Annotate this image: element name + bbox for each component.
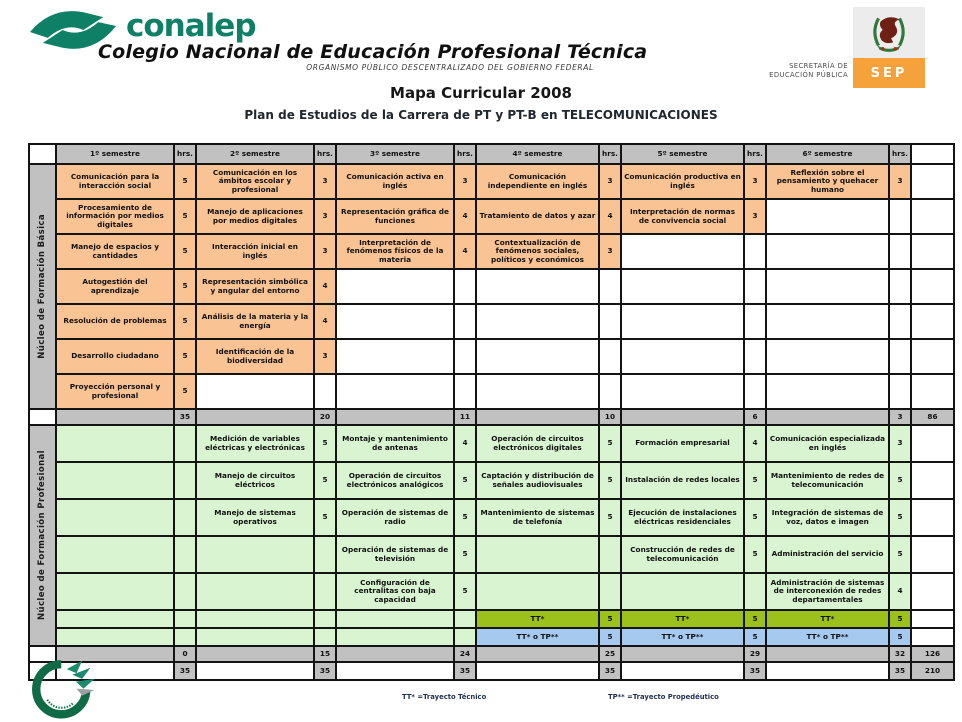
empty-cell bbox=[476, 374, 599, 409]
subtotal-value: 3 bbox=[889, 409, 911, 425]
course-cell: Configuración de centralitas con baja capacidad bbox=[336, 573, 454, 610]
course-cell: Proyección personal y profesional bbox=[56, 374, 174, 409]
empty-cell bbox=[196, 374, 314, 409]
empty-cell bbox=[196, 662, 314, 680]
subtotal-value: 6 bbox=[744, 409, 766, 425]
course-cell: Desarrollo ciudadano bbox=[56, 339, 174, 374]
hours-cell: 5 bbox=[744, 499, 766, 536]
hours-cell: 5 bbox=[889, 499, 911, 536]
course-cell: Interacción inicial en inglés bbox=[196, 234, 314, 269]
hours-cell: 5 bbox=[174, 234, 196, 269]
course-cell: Resolución de problemas bbox=[56, 304, 174, 339]
hours-header: hrs. bbox=[599, 144, 621, 164]
hours-cell: 5 bbox=[599, 610, 621, 628]
table-row bbox=[29, 573, 954, 610]
total-column-spacer bbox=[911, 610, 954, 628]
total-column-spacer bbox=[911, 536, 954, 573]
professional-subtotal-row bbox=[29, 646, 954, 662]
hours-cell: 5 bbox=[174, 269, 196, 304]
course-cell: Manejo de aplicaciones por medios digitales bbox=[196, 199, 314, 234]
hours-cell: 5 bbox=[454, 573, 476, 610]
empty-cell bbox=[621, 269, 744, 304]
hours-header: hrs. bbox=[314, 144, 336, 164]
page-subtitle: Plan de Estudios de la Carrera de PT y PT-B en TELECOMUNICACIONES bbox=[244, 108, 718, 122]
table-row bbox=[29, 269, 954, 304]
hours-cell: 5 bbox=[744, 536, 766, 573]
table-corner bbox=[29, 144, 56, 164]
hours-header: hrs. bbox=[174, 144, 196, 164]
semester-total: 35 bbox=[599, 662, 621, 680]
hours-cell: 5 bbox=[174, 199, 196, 234]
empty-cell bbox=[621, 339, 744, 374]
course-cell: Comunicación en los ámbitos escolar y profesional bbox=[196, 164, 314, 199]
subtotal-value: 20 bbox=[314, 409, 336, 425]
tp-cell: TT* o TP** bbox=[621, 628, 744, 646]
basic-section-label bbox=[29, 164, 56, 409]
empty-cell bbox=[744, 339, 766, 374]
empty-cell bbox=[174, 462, 196, 499]
table-row bbox=[29, 374, 954, 409]
legend-trayecto-propedeutico: TP** =Trayecto Propedéutico bbox=[608, 693, 719, 701]
subtotal-spacer bbox=[196, 646, 314, 662]
table-row bbox=[29, 499, 954, 536]
subtotal-value: 24 bbox=[454, 646, 476, 662]
empty-cell bbox=[336, 304, 454, 339]
total-column-spacer bbox=[911, 339, 954, 374]
hours-cell: 5 bbox=[174, 339, 196, 374]
total-column-spacer bbox=[911, 199, 954, 234]
total-column-spacer bbox=[911, 234, 954, 269]
total-column-spacer bbox=[911, 164, 954, 199]
table-row bbox=[29, 462, 954, 499]
semester-header: 1º semestre bbox=[56, 144, 174, 164]
total-column-spacer bbox=[911, 269, 954, 304]
subtotal-spacer bbox=[336, 646, 454, 662]
course-cell: Tratamiento de datos y azar bbox=[476, 199, 599, 234]
hours-cell: 4 bbox=[454, 234, 476, 269]
hours-cell: 5 bbox=[454, 536, 476, 573]
empty-cell bbox=[621, 374, 744, 409]
professional-section-label bbox=[29, 425, 56, 646]
hours-cell: 5 bbox=[889, 628, 911, 646]
tt-row bbox=[29, 610, 954, 628]
course-cell: Mantenimiento de sistemas de telefonía bbox=[476, 499, 599, 536]
empty-cell bbox=[889, 339, 911, 374]
hours-cell: 5 bbox=[454, 499, 476, 536]
hours-cell: 5 bbox=[174, 164, 196, 199]
tp-cell: TT* o TP** bbox=[476, 628, 599, 646]
hours-cell: 5 bbox=[599, 425, 621, 462]
empty-cell bbox=[889, 234, 911, 269]
org-subtitle: ORGANISMO PÚBLICO DESCENTRALIZADO DEL GOBIERNO FEDERAL bbox=[306, 63, 594, 72]
hours-cell: 3 bbox=[599, 164, 621, 199]
tt-cell: TT* bbox=[476, 610, 599, 628]
semester-header: 4º semestre bbox=[476, 144, 599, 164]
empty-cell bbox=[174, 628, 196, 646]
empty-cell bbox=[56, 462, 174, 499]
empty-cell bbox=[336, 628, 454, 646]
secretaria-line1: SECRETARÍA DE bbox=[789, 62, 848, 70]
tt-cell: TT* bbox=[621, 610, 744, 628]
hours-cell: 4 bbox=[454, 425, 476, 462]
college-name: Colegio Nacional de Educación Profesional Técnica bbox=[98, 41, 648, 63]
total-column-spacer bbox=[911, 499, 954, 536]
hours-cell: 3 bbox=[314, 164, 336, 199]
empty-cell bbox=[766, 304, 889, 339]
empty-cell bbox=[744, 304, 766, 339]
empty-cell bbox=[336, 269, 454, 304]
course-cell: Interpretación de fenómenos físicos de la materia bbox=[336, 234, 454, 269]
sep-wordmark: SEP bbox=[853, 58, 925, 88]
course-cell: Manejo de circuitos eléctricos bbox=[196, 462, 314, 499]
empty-cell bbox=[336, 339, 454, 374]
semester-total: 35 bbox=[744, 662, 766, 680]
empty-cell bbox=[889, 374, 911, 409]
empty-cell bbox=[599, 536, 621, 573]
hours-cell: 4 bbox=[314, 269, 336, 304]
course-cell: Manejo de espacios y cantidades bbox=[56, 234, 174, 269]
hours-header: hrs. bbox=[889, 144, 911, 164]
subtotal-value: 11 bbox=[454, 409, 476, 425]
empty-cell bbox=[476, 573, 599, 610]
subtotal-spacer bbox=[476, 409, 599, 425]
subtotal-value: 0 bbox=[174, 646, 196, 662]
hours-cell: 3 bbox=[744, 164, 766, 199]
course-cell: Medición de variables eléctricas y electrónicas bbox=[196, 425, 314, 462]
hours-cell: 5 bbox=[314, 499, 336, 536]
semester-header: 5º semestre bbox=[621, 144, 744, 164]
hours-header: hrs. bbox=[744, 144, 766, 164]
empty-cell bbox=[599, 374, 621, 409]
semester-total: 35 bbox=[889, 662, 911, 680]
empty-cell bbox=[314, 573, 336, 610]
hours-cell: 5 bbox=[599, 499, 621, 536]
hours-cell: 5 bbox=[174, 304, 196, 339]
subtotal-spacer bbox=[336, 409, 454, 425]
total-column-spacer bbox=[911, 374, 954, 409]
hours-cell: 4 bbox=[599, 199, 621, 234]
empty-cell bbox=[454, 374, 476, 409]
empty-cell bbox=[56, 628, 174, 646]
secretaria-label bbox=[736, 62, 848, 80]
empty-cell bbox=[621, 304, 744, 339]
empty-cell bbox=[196, 628, 314, 646]
brand-name: conalep bbox=[126, 8, 256, 44]
empty-cell bbox=[744, 234, 766, 269]
subtotal-spacer bbox=[621, 646, 744, 662]
course-cell: Representación simbólica y angular del entorno bbox=[196, 269, 314, 304]
hours-cell: 3 bbox=[314, 339, 336, 374]
empty-cell bbox=[599, 573, 621, 610]
empty-cell bbox=[454, 610, 476, 628]
empty-cell bbox=[454, 269, 476, 304]
sep-logo bbox=[853, 7, 925, 88]
grand-total: 210 bbox=[911, 662, 954, 680]
hours-cell: 5 bbox=[744, 610, 766, 628]
hours-cell: 4 bbox=[744, 425, 766, 462]
hours-cell: 5 bbox=[454, 462, 476, 499]
coat-of-arms-icon bbox=[853, 7, 925, 58]
empty-cell bbox=[174, 499, 196, 536]
course-cell: Integración de sistemas de voz, datos e imagen bbox=[766, 499, 889, 536]
hours-cell: 5 bbox=[314, 425, 336, 462]
empty-cell bbox=[744, 374, 766, 409]
course-cell: Comunicación especializada en inglés bbox=[766, 425, 889, 462]
hours-header: hrs. bbox=[454, 144, 476, 164]
course-cell: Instalación de redes locales bbox=[621, 462, 744, 499]
tp-row bbox=[29, 628, 954, 646]
basic-total: 86 bbox=[911, 409, 954, 425]
basic-section-label-text: Núcleo de Formación Básica bbox=[37, 214, 48, 359]
semester-total: 35 bbox=[174, 662, 196, 680]
subtotal-spacer bbox=[766, 646, 889, 662]
empty-cell bbox=[476, 662, 599, 680]
empty-cell bbox=[196, 610, 314, 628]
course-cell: Mantenimiento de redes de telecomunicación bbox=[766, 462, 889, 499]
total-column-spacer bbox=[911, 462, 954, 499]
semester-total: 35 bbox=[314, 662, 336, 680]
course-cell: Comunicación para la interacción social bbox=[56, 164, 174, 199]
hours-cell: 4 bbox=[314, 304, 336, 339]
empty-cell bbox=[56, 499, 174, 536]
semester-header: 6º semestre bbox=[766, 144, 889, 164]
course-cell: Identificación de la biodiversidad bbox=[196, 339, 314, 374]
empty-cell bbox=[454, 304, 476, 339]
empty-cell bbox=[766, 199, 889, 234]
course-cell: Comunicación productiva en inglés bbox=[621, 164, 744, 199]
hours-cell: 4 bbox=[889, 573, 911, 610]
course-cell: Interpretación de normas de convivencia social bbox=[621, 199, 744, 234]
course-cell: Autogestión del aprendizaje bbox=[56, 269, 174, 304]
course-cell: Contextualización de fenómenos sociales, políticos y económicos bbox=[476, 234, 599, 269]
empty-cell bbox=[56, 425, 174, 462]
course-cell: Captación y distribución de señales audiovisuales bbox=[476, 462, 599, 499]
professional-total: 126 bbox=[911, 646, 954, 662]
empty-cell bbox=[314, 610, 336, 628]
table-row bbox=[29, 234, 954, 269]
table-row bbox=[29, 425, 954, 462]
empty-cell bbox=[56, 573, 174, 610]
empty-cell bbox=[174, 573, 196, 610]
hours-cell: 3 bbox=[889, 425, 911, 462]
subtotal-value: 35 bbox=[174, 409, 196, 425]
tp-cell: TT* o TP** bbox=[766, 628, 889, 646]
empty-cell bbox=[56, 536, 174, 573]
empty-cell bbox=[621, 234, 744, 269]
course-cell: Manejo de sistemas operativos bbox=[196, 499, 314, 536]
empty-cell bbox=[766, 339, 889, 374]
subtotal-value: 15 bbox=[314, 646, 336, 662]
subtotal-spacer bbox=[766, 409, 889, 425]
basic-subtotal-row bbox=[29, 409, 954, 425]
empty-cell bbox=[336, 662, 454, 680]
hours-cell: 5 bbox=[889, 610, 911, 628]
empty-cell bbox=[621, 662, 744, 680]
hours-cell: 5 bbox=[599, 628, 621, 646]
hours-cell: 5 bbox=[599, 462, 621, 499]
hours-cell: 5 bbox=[889, 536, 911, 573]
subtotal-value: 29 bbox=[744, 646, 766, 662]
table-row bbox=[29, 339, 954, 374]
legend-trayecto-tecnico: TT* =Trayecto Técnico bbox=[402, 693, 487, 701]
subtotal-value: 10 bbox=[599, 409, 621, 425]
tt-cell: TT* bbox=[766, 610, 889, 628]
empty-cell bbox=[336, 374, 454, 409]
subtotal-value: 25 bbox=[599, 646, 621, 662]
hours-cell: 3 bbox=[744, 199, 766, 234]
course-cell: Administración del servicio bbox=[766, 536, 889, 573]
empty-cell bbox=[196, 573, 314, 610]
hours-cell: 5 bbox=[174, 374, 196, 409]
hours-cell: 3 bbox=[314, 199, 336, 234]
hours-cell: 3 bbox=[454, 164, 476, 199]
hours-cell: 5 bbox=[889, 462, 911, 499]
total-column-spacer bbox=[911, 628, 954, 646]
empty-cell bbox=[766, 269, 889, 304]
page-title: Mapa Curricular 2008 bbox=[390, 84, 572, 102]
empty-cell bbox=[476, 269, 599, 304]
course-cell: Operación de sistemas de televisión bbox=[336, 536, 454, 573]
subtotal-spacer bbox=[621, 409, 744, 425]
empty-cell bbox=[174, 425, 196, 462]
total-column-spacer bbox=[911, 144, 954, 164]
course-cell: Ejecución de instalaciones eléctricas residenciales bbox=[621, 499, 744, 536]
empty-cell bbox=[314, 536, 336, 573]
hours-cell: 3 bbox=[314, 234, 336, 269]
subtotal-spacer bbox=[476, 646, 599, 662]
subtotal-spacer bbox=[196, 409, 314, 425]
empty-cell bbox=[56, 610, 174, 628]
total-column-spacer bbox=[911, 573, 954, 610]
course-cell: Administración de sistemas de interconexión de redes departamentales bbox=[766, 573, 889, 610]
course-cell: Construcción de redes de telecomunicación bbox=[621, 536, 744, 573]
hours-cell: 3 bbox=[599, 234, 621, 269]
semester-total: 35 bbox=[454, 662, 476, 680]
empty-cell bbox=[599, 269, 621, 304]
empty-cell bbox=[599, 339, 621, 374]
empty-cell bbox=[29, 409, 56, 425]
subtotal-spacer bbox=[56, 409, 174, 425]
table-row bbox=[29, 199, 954, 234]
curriculum-table bbox=[28, 143, 955, 681]
empty-cell bbox=[196, 536, 314, 573]
professional-section-label-text: Núcleo de Formación Profesional bbox=[37, 450, 48, 621]
empty-cell bbox=[766, 374, 889, 409]
total-column-spacer bbox=[911, 425, 954, 462]
empty-cell bbox=[174, 610, 196, 628]
grand-total-row bbox=[29, 662, 954, 680]
hours-cell: 3 bbox=[889, 164, 911, 199]
course-cell: Reflexión sobre el pensamiento y quehacer humano bbox=[766, 164, 889, 199]
table-row bbox=[29, 536, 954, 573]
empty-cell bbox=[889, 269, 911, 304]
empty-cell bbox=[766, 234, 889, 269]
course-cell: Comunicación independiente en inglés bbox=[476, 164, 599, 199]
empty-cell bbox=[476, 536, 599, 573]
secretaria-line2: EDUCACIÓN PÚBLICA bbox=[769, 71, 848, 80]
table-row bbox=[29, 164, 954, 199]
semester-header: 3º semestre bbox=[336, 144, 454, 164]
course-cell: Análisis de la materia y la energía bbox=[196, 304, 314, 339]
table-header-row bbox=[29, 144, 954, 164]
empty-cell bbox=[476, 339, 599, 374]
hours-cell: 5 bbox=[744, 462, 766, 499]
empty-cell bbox=[766, 662, 889, 680]
conalep-seal-icon bbox=[18, 658, 110, 722]
course-cell: Representación gráfica de funciones bbox=[336, 199, 454, 234]
total-column-spacer bbox=[911, 304, 954, 339]
empty-cell bbox=[599, 304, 621, 339]
subtotal-value: 32 bbox=[889, 646, 911, 662]
empty-cell bbox=[476, 304, 599, 339]
course-cell: Procesamiento de información por medios digitales bbox=[56, 199, 174, 234]
empty-cell bbox=[889, 304, 911, 339]
empty-cell bbox=[336, 610, 454, 628]
empty-cell bbox=[174, 536, 196, 573]
course-cell: Montaje y mantenimiento de antenas bbox=[336, 425, 454, 462]
empty-cell bbox=[454, 339, 476, 374]
empty-cell bbox=[744, 269, 766, 304]
hours-cell: 5 bbox=[744, 628, 766, 646]
course-cell: Operación de circuitos electrónicos analógicos bbox=[336, 462, 454, 499]
empty-cell bbox=[314, 628, 336, 646]
course-cell: Formación empresarial bbox=[621, 425, 744, 462]
empty-cell bbox=[744, 573, 766, 610]
hours-cell: 4 bbox=[454, 199, 476, 234]
table-row bbox=[29, 304, 954, 339]
semester-header: 2º semestre bbox=[196, 144, 314, 164]
empty-cell bbox=[889, 199, 911, 234]
empty-cell bbox=[621, 573, 744, 610]
empty-cell bbox=[454, 628, 476, 646]
course-cell: Operación de sistemas de radio bbox=[336, 499, 454, 536]
course-cell: Operación de circuitos electrónicos digitales bbox=[476, 425, 599, 462]
course-cell: Comunicación activa en inglés bbox=[336, 164, 454, 199]
hours-cell: 5 bbox=[314, 462, 336, 499]
empty-cell bbox=[314, 374, 336, 409]
